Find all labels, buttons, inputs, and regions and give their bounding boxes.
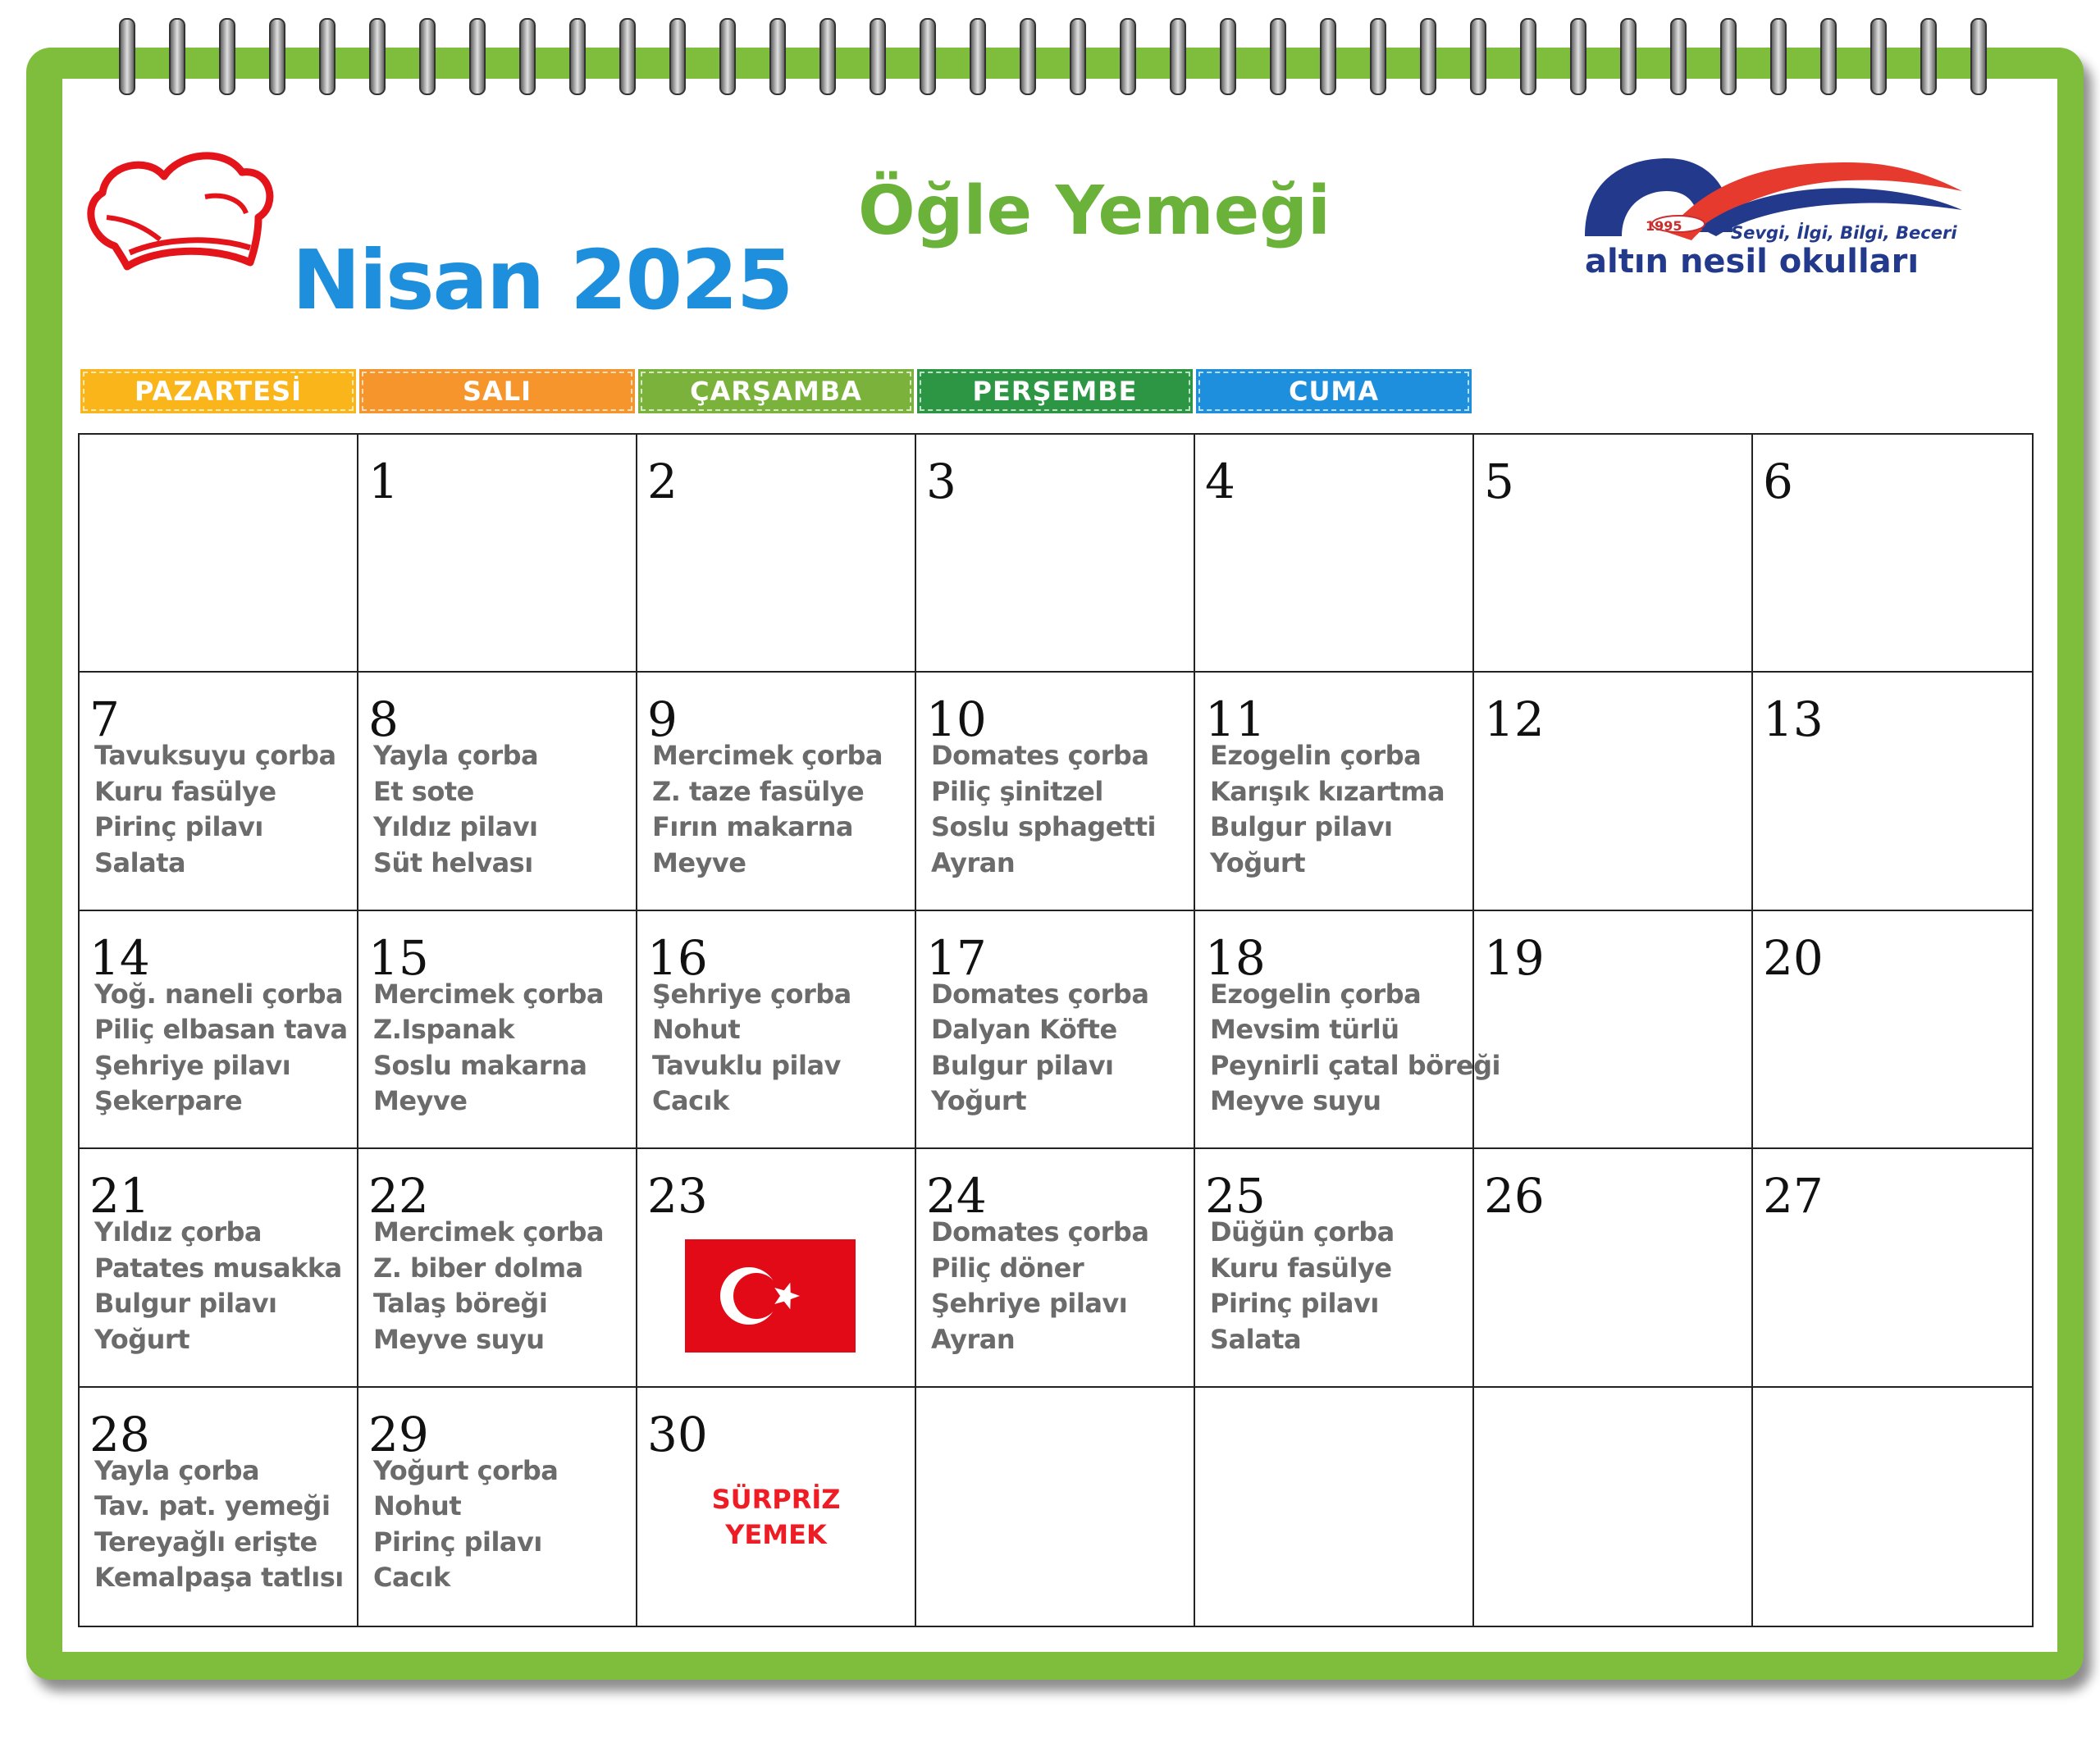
binding-ring xyxy=(1421,19,1436,94)
menu-item: Şehriye çorba xyxy=(652,978,851,1010)
menu-list xyxy=(373,738,538,881)
binding-ring xyxy=(1921,19,1936,94)
menu-item: Yıldız pilavı xyxy=(373,811,538,843)
menu-list xyxy=(373,977,604,1120)
menu-item: Bulgur pilavı xyxy=(1210,811,1393,843)
binding-ring xyxy=(270,19,285,94)
menu-item: Tav. pat. yemeği xyxy=(94,1490,331,1522)
menu-list xyxy=(94,738,336,881)
menu-item: Bulgur pilavı xyxy=(931,1049,1114,1081)
binding-ring xyxy=(1471,19,1486,94)
calendar-day-cell xyxy=(1753,1388,2032,1626)
weekday-header: SALI xyxy=(359,369,635,413)
menu-list xyxy=(652,738,883,881)
menu-item: Z.Ispanak xyxy=(373,1014,514,1046)
binding-ring xyxy=(1721,19,1736,94)
day-number: 20 xyxy=(1763,929,1824,986)
binding-ring xyxy=(1521,19,1536,94)
menu-item: Yoğurt xyxy=(94,1323,189,1355)
binding-ring xyxy=(1371,19,1386,94)
day-number: 18 xyxy=(1205,929,1266,986)
calendar-day-cell xyxy=(916,1149,1195,1387)
menu-item: Pirinç pilavı xyxy=(373,1526,542,1558)
weekday-header: CUMA xyxy=(1196,369,1472,413)
menu-item: Piliç elbasan tava xyxy=(94,1014,348,1046)
day-number: 4 xyxy=(1205,454,1235,509)
binding-ring xyxy=(1221,19,1235,94)
menu-item: Domates çorba xyxy=(931,1216,1149,1248)
binding-ring xyxy=(870,19,885,94)
calendar-day-cell xyxy=(80,435,358,673)
menu-item: Mercimek çorba xyxy=(373,978,604,1010)
day-number: 1 xyxy=(368,454,399,509)
calendar-day-cell xyxy=(80,1388,358,1626)
weekday-header: PAZARTESİ xyxy=(80,369,356,413)
day-number: 13 xyxy=(1763,691,1824,748)
menu-item: Salata xyxy=(94,846,186,878)
month-title: Nisan 2025 xyxy=(292,232,792,328)
menu-item: Meyve suyu xyxy=(1210,1085,1381,1117)
menu-item: Mevsim türlü xyxy=(1210,1014,1399,1046)
binding-ring xyxy=(1771,19,1786,94)
menu-item: Karışık kızartma xyxy=(1210,775,1445,807)
day-number: 17 xyxy=(926,929,987,986)
calendar-day-cell xyxy=(358,911,637,1149)
special-menu-note xyxy=(637,1482,915,1553)
day-number: 19 xyxy=(1484,929,1545,986)
binding-ring xyxy=(170,19,185,94)
calendar-day-cell xyxy=(916,435,1195,673)
calendar-day-cell xyxy=(637,911,916,1149)
day-number: 23 xyxy=(647,1168,708,1225)
menu-list xyxy=(1210,977,1500,1120)
binding-ring xyxy=(1271,19,1285,94)
day-number: 21 xyxy=(89,1168,150,1225)
menu-item: Et sote xyxy=(373,775,474,807)
binding-ring xyxy=(1321,19,1335,94)
day-number: 2 xyxy=(647,454,678,509)
menu-item: Z. biber dolma xyxy=(373,1252,583,1284)
menu-item: Yayla çorba xyxy=(94,1454,260,1486)
day-number: 3 xyxy=(926,454,956,509)
menu-list xyxy=(94,1215,342,1357)
menu-item: Pirinç pilavı xyxy=(94,811,263,843)
menu-item: Salata xyxy=(1210,1323,1302,1355)
binding-ring xyxy=(520,19,535,94)
day-number: 26 xyxy=(1484,1168,1545,1225)
meal-subtitle: Öğle Yemeği xyxy=(858,172,1331,250)
menu-item: Cacık xyxy=(652,1085,729,1117)
menu-item: Yoğurt xyxy=(931,1085,1026,1117)
menu-item: Talaş böreği xyxy=(373,1288,548,1320)
calendar-day-cell xyxy=(358,1149,637,1387)
turkish-flag-icon xyxy=(685,1239,856,1353)
binding-ring xyxy=(720,19,735,94)
menu-item: Süt helvası xyxy=(373,846,533,878)
special-menu-line: SÜRPRİZ xyxy=(711,1483,841,1515)
menu-item: Mercimek çorba xyxy=(373,1216,604,1248)
day-number: 14 xyxy=(89,929,150,986)
calendar-day-cell xyxy=(916,1388,1195,1626)
menu-item: Patates musakka xyxy=(94,1252,342,1284)
calendar-grid xyxy=(78,433,2034,1627)
calendar-day-cell xyxy=(1195,1149,1474,1387)
day-number: 6 xyxy=(1763,454,1793,509)
menu-item: Peynirli çatal böreği xyxy=(1210,1049,1500,1081)
calendar-day-cell xyxy=(1474,911,1753,1149)
weekday-header: ÇARŞAMBA xyxy=(638,369,914,413)
menu-list xyxy=(931,738,1156,881)
menu-item: Meyve xyxy=(652,846,746,878)
binding-ring xyxy=(1071,19,1085,94)
day-number: 30 xyxy=(647,1406,708,1462)
day-number: 27 xyxy=(1763,1168,1824,1225)
menu-item: Meyve xyxy=(373,1085,468,1117)
binding-ring xyxy=(1671,19,1686,94)
menu-item: Nohut xyxy=(373,1490,462,1522)
binding-ring xyxy=(1621,19,1636,94)
menu-item: Piliç döner xyxy=(931,1252,1084,1284)
calendar-day-cell xyxy=(80,673,358,910)
calendar-day-cell xyxy=(80,911,358,1149)
calendar-day-cell xyxy=(1474,673,1753,910)
menu-item: Düğün çorba xyxy=(1210,1216,1395,1248)
menu-item: Yayla çorba xyxy=(373,740,539,772)
menu-item: Kemalpaşa tatlısı xyxy=(94,1562,344,1594)
calendar-day-cell xyxy=(1753,911,2032,1149)
weekday-header: PERŞEMBE xyxy=(917,369,1193,413)
menu-item: Bulgur pilavı xyxy=(94,1288,277,1320)
menu-item: Domates çorba xyxy=(931,740,1149,772)
day-number: 28 xyxy=(89,1406,150,1462)
menu-item: Soslu sphagetti xyxy=(931,811,1156,843)
day-number: 24 xyxy=(926,1168,987,1225)
menu-item: Soslu makarna xyxy=(373,1049,587,1081)
menu-item: Domates çorba xyxy=(931,978,1149,1010)
binding-ring xyxy=(370,19,385,94)
menu-item: Şehriye pilavı xyxy=(94,1049,291,1081)
binding-ring xyxy=(670,19,685,94)
calendar-day-cell xyxy=(1474,435,1753,673)
calendar-day-cell xyxy=(1753,673,2032,910)
calendar-day-cell xyxy=(1195,435,1474,673)
menu-list xyxy=(1210,738,1445,881)
chef-hat-icon xyxy=(82,148,279,279)
calendar-day-cell xyxy=(916,911,1195,1149)
day-number: 29 xyxy=(368,1406,429,1462)
calendar-day-cell xyxy=(1195,673,1474,910)
binding-ring xyxy=(920,19,935,94)
calendar-day-cell xyxy=(1195,1388,1474,1626)
binding-ring xyxy=(820,19,835,94)
menu-list xyxy=(94,977,348,1120)
menu-item: Tavuksuyu çorba xyxy=(94,740,336,772)
menu-item: Yoğurt çorba xyxy=(373,1454,559,1486)
menu-item: Şehriye pilavı xyxy=(931,1288,1128,1320)
calendar-day-cell xyxy=(637,1388,916,1626)
menu-list xyxy=(373,1215,604,1357)
menu-item: Tereyağlı erişte xyxy=(94,1526,317,1558)
binding-ring xyxy=(970,19,985,94)
menu-item: Kuru fasülye xyxy=(1210,1252,1392,1284)
calendar-day-cell xyxy=(1753,1149,2032,1387)
calendar-day-cell xyxy=(358,1388,637,1626)
logo-motto: Sevgi, İlgi, Bilgi, Beceri xyxy=(1731,223,1957,243)
special-menu-line: YEMEK xyxy=(725,1518,827,1550)
day-number: 16 xyxy=(647,929,708,986)
menu-item: Şekerpare xyxy=(94,1085,243,1117)
day-number: 10 xyxy=(926,691,987,748)
binding-ring xyxy=(1821,19,1836,94)
menu-item: Piliç şinitzel xyxy=(931,775,1103,807)
binding-ring xyxy=(570,19,585,94)
menu-item: Ayran xyxy=(931,1323,1016,1355)
day-number: 15 xyxy=(368,929,429,986)
menu-item: Tavuklu pilav xyxy=(652,1049,841,1081)
calendar-day-cell xyxy=(1474,1149,1753,1387)
day-number: 7 xyxy=(89,691,120,748)
binding-ring xyxy=(470,19,485,94)
binding-ring xyxy=(1971,19,1986,94)
binding-ring xyxy=(320,19,335,94)
calendar-day-cell xyxy=(1195,911,1500,1149)
menu-list xyxy=(931,1215,1148,1357)
binding-ring xyxy=(770,19,785,94)
binding-ring xyxy=(120,19,135,94)
menu-item: Yıldız çorba xyxy=(94,1216,262,1248)
menu-list xyxy=(1210,1215,1395,1357)
calendar-day-cell xyxy=(80,1149,358,1387)
binding-ring xyxy=(1121,19,1135,94)
calendar-day-cell xyxy=(358,673,637,910)
binding-ring xyxy=(1871,19,1886,94)
binding-ring xyxy=(1020,19,1035,94)
day-number: 8 xyxy=(368,691,399,748)
logo-year: 1995 xyxy=(1646,218,1682,234)
menu-item: Meyve suyu xyxy=(373,1323,545,1355)
menu-item: Nohut xyxy=(652,1014,741,1046)
calendar-day-cell xyxy=(1474,1388,1753,1626)
binding-ring xyxy=(1171,19,1185,94)
menu-list xyxy=(652,977,851,1120)
menu-item: Z. taze fasülye xyxy=(652,775,865,807)
calendar-day-cell xyxy=(637,435,916,673)
calendar-day-cell xyxy=(637,673,916,910)
menu-item: Yoğ. naneli çorba xyxy=(94,978,344,1010)
menu-item: Kuru fasülye xyxy=(94,775,276,807)
menu-item: Ezogelin çorba xyxy=(1210,978,1422,1010)
binding-ring xyxy=(420,19,435,94)
binding-ring xyxy=(220,19,235,94)
calendar-day-cell xyxy=(637,1149,916,1387)
menu-list xyxy=(373,1453,558,1596)
menu-item: Fırın makarna xyxy=(652,811,853,843)
menu-list xyxy=(931,977,1148,1120)
day-number: 25 xyxy=(1205,1168,1266,1225)
menu-item: Mercimek çorba xyxy=(652,740,883,772)
day-number: 5 xyxy=(1484,454,1514,509)
calendar-day-cell xyxy=(916,673,1195,910)
calendar-day-cell xyxy=(1753,435,2032,673)
spiral-binding xyxy=(0,15,2100,105)
calendar-day-cell xyxy=(358,435,637,673)
menu-item: Dalyan Köfte xyxy=(931,1014,1117,1046)
menu-list xyxy=(94,1453,344,1596)
menu-item: Cacık xyxy=(373,1562,450,1594)
menu-item: Ezogelin çorba xyxy=(1210,740,1422,772)
menu-item: Pirinç pilavı xyxy=(1210,1288,1379,1320)
day-number: 9 xyxy=(647,691,678,748)
logo-name: altın nesil okulları xyxy=(1585,243,1920,281)
day-number: 12 xyxy=(1484,691,1545,748)
binding-ring xyxy=(1571,19,1586,94)
day-number: 11 xyxy=(1205,691,1266,748)
day-number: 22 xyxy=(368,1168,429,1225)
menu-item: Yoğurt xyxy=(1210,846,1305,878)
menu-item: Ayran xyxy=(931,846,1016,878)
binding-ring xyxy=(620,19,635,94)
